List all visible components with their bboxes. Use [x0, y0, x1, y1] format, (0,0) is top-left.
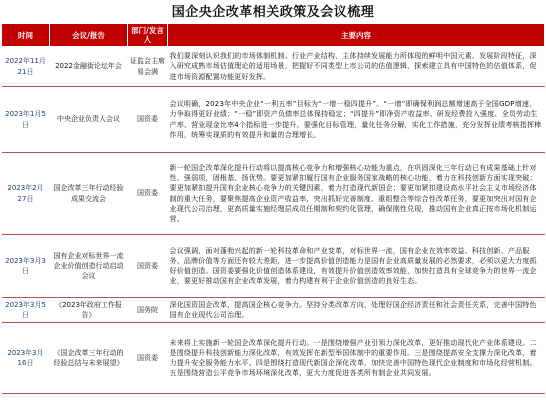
cell-time: 2023年3月16日 [2, 323, 50, 394]
cell-meeting: 国有企业对标世界一流企业价值创造行动启动会议 [50, 235, 128, 298]
table-row [2, 87, 545, 153]
header-content: 主要内容 [168, 24, 545, 47]
cell-content: 会议强调，面对蓬勃兴起的新一轮科技革命和产业变革，对标世界一流，国有企业在效率效益、科技创新、产品服务、品牌价值等方面还有较大差距，进一步提高价值创造能力是国有企业高质量发展的必然要求，必须以更大力度抓好价值创造。国资委要强化价值创造体系建设，有效提升价值创造效率效能，加快打造具有全球竞争力的世界一流企业，要更好推动国有企业改革发展，着力构建有利于企业价值创造的良好生态。 [168, 235, 545, 298]
cell-dept: 国资委 [128, 323, 168, 394]
cell-time: 2023年3月3日 [2, 235, 50, 298]
cell-time: 2022年11月21日 [2, 47, 50, 87]
table-row [2, 323, 545, 394]
header-time: 时间 [2, 24, 50, 47]
document-title: 国企央企改革相关政策及会议梳理 [171, 5, 375, 20]
cell-meeting: 国企改革三年行动经验成果交流会 [50, 153, 128, 235]
cell-content: 深化国资国企改革，提高国企核心竞争力。坚持分类改革方向，处理好国企经济责任和社会责任关系，完善中国特色国有企业现代公司治理。 [168, 298, 545, 323]
table-row [2, 235, 545, 298]
header-meeting: 会议/报告 [50, 24, 128, 47]
cell-content: 会议明确，2023年中央企业“一利五率”目标为“一增一稳四提升”。“一增”即确保利润总额增速高于全国GDP增速，力争取得更好业绩；“一稳”即资产负债率总体保持稳定；“四提升”即净资产收益率、研发经费投入强度、全员劳动生产率、营业现金比率4个指标进一步提升。要强化目标管理，量化任务分解，实化工作措施，充分发挥业绩考核指挥棒作用，统筹实现质的有效提升和量的合理增长。 [168, 87, 545, 153]
cell-time: 2023年3月5日 [2, 298, 50, 323]
table-row [2, 47, 545, 87]
cell-meeting: 《国企改革三年行动的经验总结与未来展望》 [50, 323, 128, 394]
cell-content: 我们要深刻认识我们的市场体制机制、行业产业结构、主体持续发展能力所体现的鲜明中国元素、发展阶段特征，深入研究成熟市场估值理论的适用场景，把握好不同类型上市公司的估值逻辑，探索建立具有中国特色的估值体系，促进市场资源配置功能更好发挥。 [168, 47, 545, 87]
table-header-row [2, 24, 545, 47]
header-dept: 部门/发言人 [128, 24, 168, 47]
cell-dept: 国资委 [128, 235, 168, 298]
cell-dept: 国资委 [128, 153, 168, 235]
cell-time: 2023年1月5日 [2, 87, 50, 153]
cell-meeting: 中央企业负责人会议 [50, 87, 128, 153]
cell-dept: 国资委 [128, 87, 168, 153]
policy-table [1, 23, 545, 394]
table-row [2, 153, 545, 235]
table-row [2, 298, 545, 323]
cell-meeting: 2022金融街论坛年会 [50, 47, 128, 87]
cell-content: 新一轮国企改革深化提升行动将以提高核心竞争力和增强核心功能为重点，在巩固深化三年行动已有成果基础上针对性、强弱项，固根基、扬优势。要更加紧扣履行国有企业服务国家战略的核心功能，着力在科技创新方面实现突破；要更加紧扣提升国有企业核心竞争力的关键因素，着力打造现代新国企；要更加紧扣建设高水平社会主义市场经济体制的重大任务，要聚焦提高企业资产收益率，突出抓好完善制度、重组整合等综合性改革任务，要更加突出对国有企业现代公司治理，更高质量实施经理层成员任期制和契约化管理，确保刚性兑现，推动国有企业真正按市场化机制运营。 [168, 153, 545, 235]
cell-meeting: 《2023年政府工作报告》 [50, 298, 128, 323]
cell-content: 未来将上实施新一轮国企改革深化提升行动。一是围绕增强产业引领力深化改革，更好推动现代化产业体系建设。二是围绕提升科技创新能力深化改革，有效发挥在新型举国体制中的重要作用。三是围绕提高安全支撑力深化改革，着力提升安全服务能力水平。四是围绕打造现代新国企深化改革，加快完善中国特色现代企业制度和市场化经营机制。五是围绕营造公平竞争市场环境深化改革，更大力度促进各类所有制企业共同发展。 [168, 323, 545, 394]
cell-time: 2023年2月27日 [2, 153, 50, 235]
cell-dept: 国务院 [128, 298, 168, 323]
cell-dept: 证监会主席易会满 [128, 47, 168, 87]
